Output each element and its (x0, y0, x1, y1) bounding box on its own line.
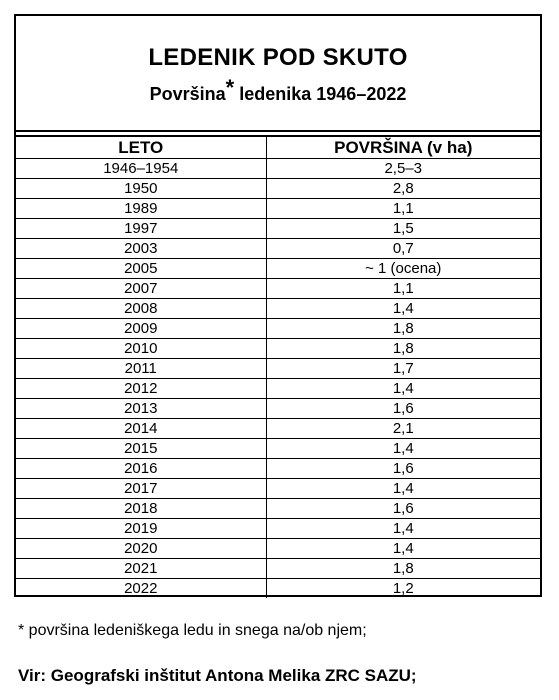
year-cell: 2014 (16, 419, 266, 439)
column-header-area: POVRŠINA (v ha) (266, 137, 540, 159)
table-row (16, 259, 540, 279)
year-cell: 2017 (16, 479, 266, 499)
area-cell: 1,6 (266, 459, 540, 479)
year-cell: 2021 (16, 559, 266, 579)
area-cell: ~ 1 (ocena) (266, 259, 540, 279)
table-row (16, 219, 540, 239)
area-cell: 1,8 (266, 559, 540, 579)
year-cell: 2020 (16, 539, 266, 559)
document-title: LEDENIK POD SKUTO (148, 44, 408, 71)
year-cell: 2009 (16, 319, 266, 339)
area-cell: 1,4 (266, 479, 540, 499)
table-row (16, 499, 540, 519)
year-cell: 1989 (16, 199, 266, 219)
area-cell: 1,7 (266, 359, 540, 379)
table-row (16, 579, 540, 599)
table-row (16, 419, 540, 439)
title-box (16, 16, 540, 132)
table-row (16, 179, 540, 199)
table-row (16, 379, 540, 399)
year-cell: 2015 (16, 439, 266, 459)
area-cell: 1,4 (266, 539, 540, 559)
area-cell: 1,8 (266, 319, 540, 339)
area-cell: 1,2 (266, 579, 540, 599)
table-row (16, 479, 540, 499)
area-cell: 1,6 (266, 399, 540, 419)
area-cell: 0,7 (266, 239, 540, 259)
year-cell: 2012 (16, 379, 266, 399)
area-cell: 1,8 (266, 339, 540, 359)
area-cell: 1,4 (266, 439, 540, 459)
year-cell: 1946–1954 (16, 159, 266, 179)
table-row (16, 159, 540, 179)
year-cell: 2016 (16, 459, 266, 479)
area-cell: 2,5–3 (266, 159, 540, 179)
year-cell: 2007 (16, 279, 266, 299)
table-row (16, 519, 540, 539)
footnote: * površina ledeniškega ledu in snega na/ob njem; (18, 622, 367, 639)
table-row (16, 559, 540, 579)
document-subtitle (16, 75, 540, 106)
area-cell: 1,1 (266, 199, 540, 219)
table-row (16, 439, 540, 459)
table-row (16, 279, 540, 299)
year-cell: 2022 (16, 579, 266, 599)
area-cell: 1,4 (266, 519, 540, 539)
table-body (16, 159, 540, 599)
table-row (16, 299, 540, 319)
year-cell: 2019 (16, 519, 266, 539)
table-row (16, 359, 540, 379)
year-cell: 2008 (16, 299, 266, 319)
year-cell: 2018 (16, 499, 266, 519)
area-cell: 1,6 (266, 499, 540, 519)
area-cell: 1,5 (266, 219, 540, 239)
area-cell: 1,1 (266, 279, 540, 299)
year-cell: 2005 (16, 259, 266, 279)
area-cell: 1,4 (266, 379, 540, 399)
table-row (16, 339, 540, 359)
year-cell: 2003 (16, 239, 266, 259)
table-row (16, 399, 540, 419)
year-cell: 2013 (16, 399, 266, 419)
table-row (16, 199, 540, 219)
document-frame (14, 14, 542, 597)
year-cell: 1997 (16, 219, 266, 239)
source-citation: Vir: Geografski inštitut Antona Melika ZRC SAZU; (18, 666, 417, 685)
area-cell: 2,1 (266, 419, 540, 439)
area-cell: 1,4 (266, 299, 540, 319)
year-cell: 2011 (16, 359, 266, 379)
table-row (16, 319, 540, 339)
table-header-row (16, 137, 540, 159)
table-row (16, 539, 540, 559)
subtitle-asterisk: * (225, 75, 235, 100)
subtitle-prefix: Površina (149, 84, 226, 104)
area-cell: 2,8 (266, 179, 540, 199)
glacier-area-table (16, 136, 540, 598)
year-cell: 1950 (16, 179, 266, 199)
table-row (16, 459, 540, 479)
subtitle-suffix: ledenika 1946–2022 (234, 84, 407, 104)
year-cell: 2010 (16, 339, 266, 359)
table-row (16, 239, 540, 259)
column-header-year: LETO (16, 137, 266, 159)
